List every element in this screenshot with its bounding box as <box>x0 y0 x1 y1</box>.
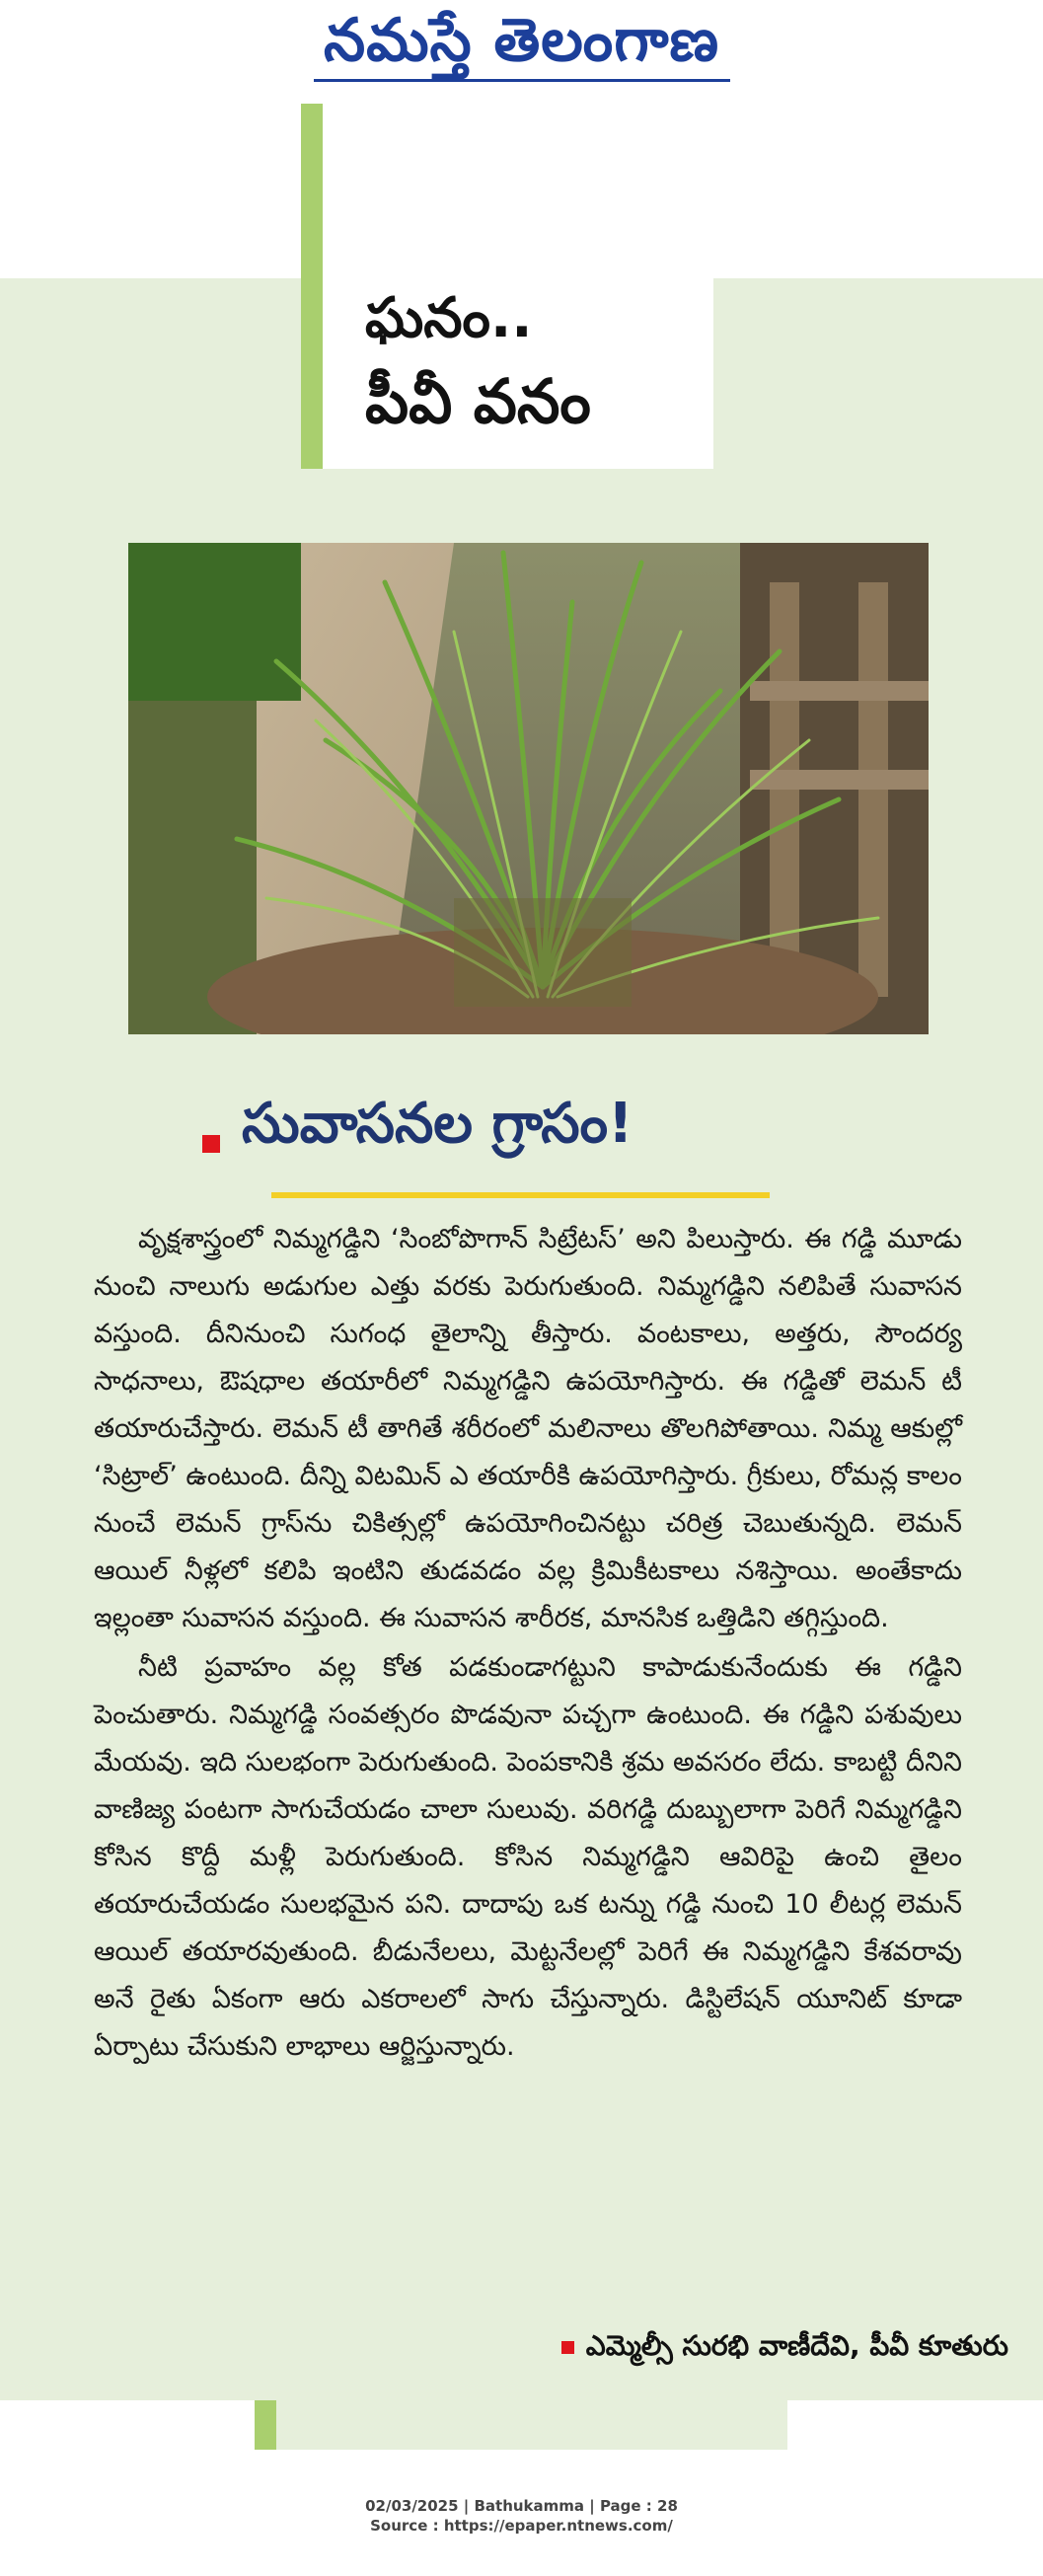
headline-line-1: ఘనం.. <box>365 286 533 350</box>
lemongrass-photo <box>128 543 929 1034</box>
article-body <box>94 1216 962 2071</box>
newspaper-logo: నమస్తే తెలంగాణ <box>323 6 720 75</box>
footer-source: Source : https://epaper.ntnews.com/ <box>370 2517 673 2535</box>
byline <box>0 2329 1008 2369</box>
footer-date-page: 02/03/2025 | Bathukamma | Page : 28 <box>365 2497 678 2515</box>
section-underline <box>271 1192 770 1198</box>
article-paragraph: నీటి ప్రవాహం వల్ల కోత పడకుండాగట్టుని కాపాడుకునేందుకు ఈ గడ్డిని పెంచుతారు. నిమ్మగడ్డి సంవత్సరం పొడవునా పచ్చగా ఉంటుంది. ఈ గడ్డిని పశువులు మేయవు. ఇది సులభంగా పెరుగుతుంది. పెంపకానికి శ్రమ అవసరం లేదు. కాబట్టి దీనిని వాణిజ్య పంటగా సాగుచేయడం చాలా సులువు. వరిగడ్డి దుబ్బులాగా పెరిగే నిమ్మగడ్డిని కోసిన కొద్దీ మళ్లీ పెరుగుతుంది. కోసిన నిమ్మగడ్డిని ఆవిరిపై ఉంచి తైలం తయారుచేయడం సులభమైన పని. దాదాపు ఒక టన్ను గడ్డి నుంచి 10 లీటర్ల లెమన్ ఆయిల్ తయారవుతుంది. బీడునేలలు, మెట్టనేలల్లో పెరిగే ఈ నిమ్మగడ్డిని కేశవరావు అనే రైతు ఏకంగా ఆరు ఎకరాలలో సాగు చేస్తున్నారు. డిస్టిలేషన్ యూనిట్ కూడా ఏర్పాటు చేసుకుని లాభాలు ఆర్జిస్తున్నారు. <box>94 1652 962 2062</box>
bottom-tab <box>255 2400 787 2450</box>
section-bullet <box>202 1135 220 1153</box>
byline-text: ఎమ్మెల్సీ సురభి వాణీదేవి, పీవీ కూతురు <box>585 2329 1008 2362</box>
byline-bullet <box>561 2341 574 2354</box>
masthead <box>0 0 1043 89</box>
masthead-underline <box>314 79 730 82</box>
section-title: సువాసనల గ్రాసం! <box>242 1092 633 1156</box>
headline-accent-bar <box>301 104 323 469</box>
article-paragraph: వృక్షశాస్త్రంలో నిమ్మగడ్డిని ‘సింబోపొగాన్ సిట్రేటస్’ అని పిలుస్తారు. ఈ గడ్డి మూడు నుంచి నాలుగు అడుగుల ఎత్తు వరకు పెరుగుతుంది. నిమ్మగడ్డిని నలిపితే సువాసన వస్తుంది. దీనినుంచి సుగంధ తైలాన్ని తీస్తారు. వంటకాలు, అత్తరు, సౌందర్య సాధనాలు, ఔషధాల తయారీలో నిమ్మగడ్డిని ఉపయోగిస్తారు. ఈ గడ్డితో లెమన్ టీ తయారుచేస్తారు. లెమన్ టీ తాగితే శరీరంలో మలినాలు తొలగిపోతాయి. నిమ్మ ఆకుల్లో ‘సిట్రాల్’ ఉంటుంది. దీన్ని విటమిన్ ఎ తయారీకి ఉపయోగిస్తారు. గ్రీకులు, రోమన్ల కాలం నుంచే లెమన్ గ్రాస్‌ను చికిత్సల్లో ఉపయోగించినట్టు చరిత్ర చెబుతున్నది. లెమన్ ఆయిల్ నీళ్లలో కలిపి ఇంటిని తుడవడం వల్ల క్రిమికీటకాలు నశిస్తాయి. అంతేకాదు ఇల్లంతా సువాసన వస్తుంది. ఈ సువాసన శారీరక, మానసిక ఒత్తిడిని తగ్గిస్తుంది. <box>94 1224 962 1633</box>
headline-line-2: పీవీ వనం <box>365 365 591 437</box>
bottom-tab-accent <box>255 2400 276 2450</box>
